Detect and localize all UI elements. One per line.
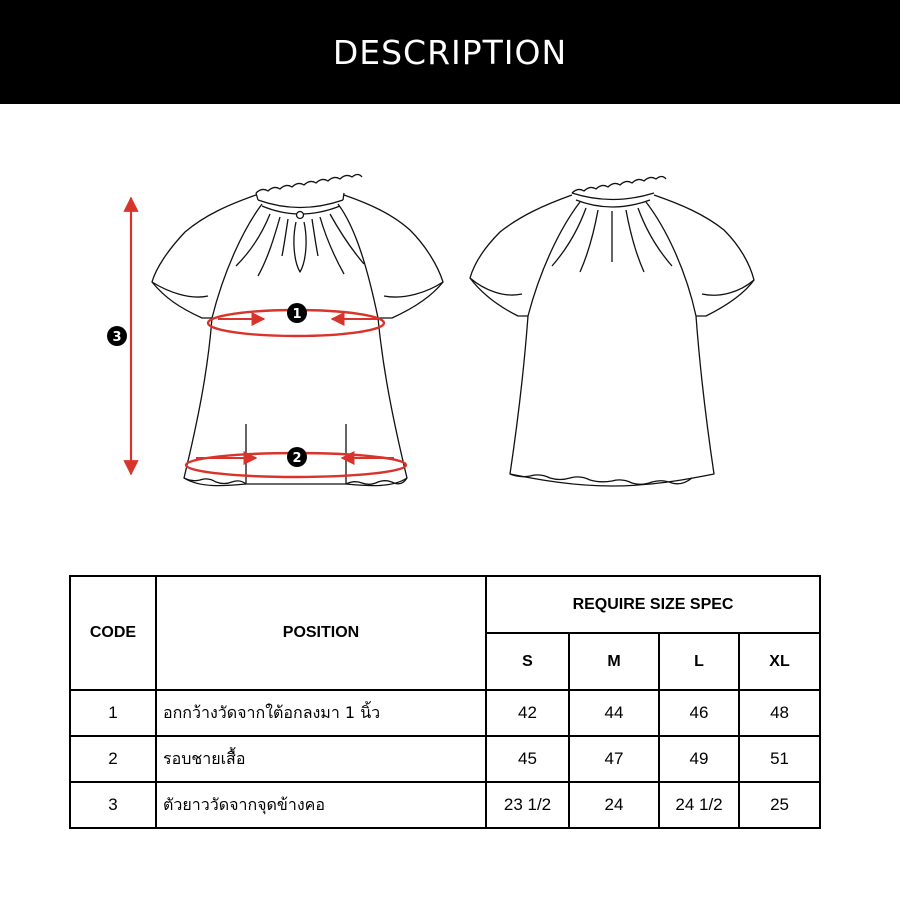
row-position: อกกว้างวัดจากใต้อกลงมา 1 นิ้ว [156,690,486,736]
row-value-l: 46 [659,690,739,736]
row-code: 3 [70,782,156,828]
row-value-l: 24 1/2 [659,782,739,828]
row-value-m: 47 [569,736,659,782]
row-value-s: 42 [486,690,569,736]
row-code: 1 [70,690,156,736]
svg-text:1: 1 [292,307,302,322]
row-code: 2 [70,736,156,782]
header-size-xl: XL [739,633,820,690]
row-value-xl: 48 [739,690,820,736]
front-garment [152,175,443,486]
garment-diagram [0,104,900,544]
size-spec-table [69,575,821,829]
header-size-s: S [486,633,569,690]
row-value-s: 45 [486,736,569,782]
table-row [70,782,820,828]
marker-3 [107,326,127,346]
row-value-l: 49 [659,736,739,782]
svg-text:3: 3 [112,330,122,345]
table-row [70,736,820,782]
marker-1 [287,303,307,323]
back-garment [470,177,754,487]
table-row [70,690,820,736]
header-size-m: M [569,633,659,690]
page-title: DESCRIPTION [332,32,568,72]
header-code: CODE [70,576,156,690]
header-bar [0,0,900,104]
row-value-m: 44 [569,690,659,736]
row-value-m: 24 [569,782,659,828]
svg-text:2: 2 [292,451,302,466]
header-size-l: L [659,633,739,690]
row-value-xl: 25 [739,782,820,828]
row-value-s: 23 1/2 [486,782,569,828]
marker-2 [287,447,307,467]
row-position: ตัวยาววัดจากจุดข้างคอ [156,782,486,828]
row-position: รอบชายเสื้อ [156,736,486,782]
header-size-spec: REQUIRE SIZE SPEC [486,576,820,633]
header-position: POSITION [156,576,486,690]
row-value-xl: 51 [739,736,820,782]
